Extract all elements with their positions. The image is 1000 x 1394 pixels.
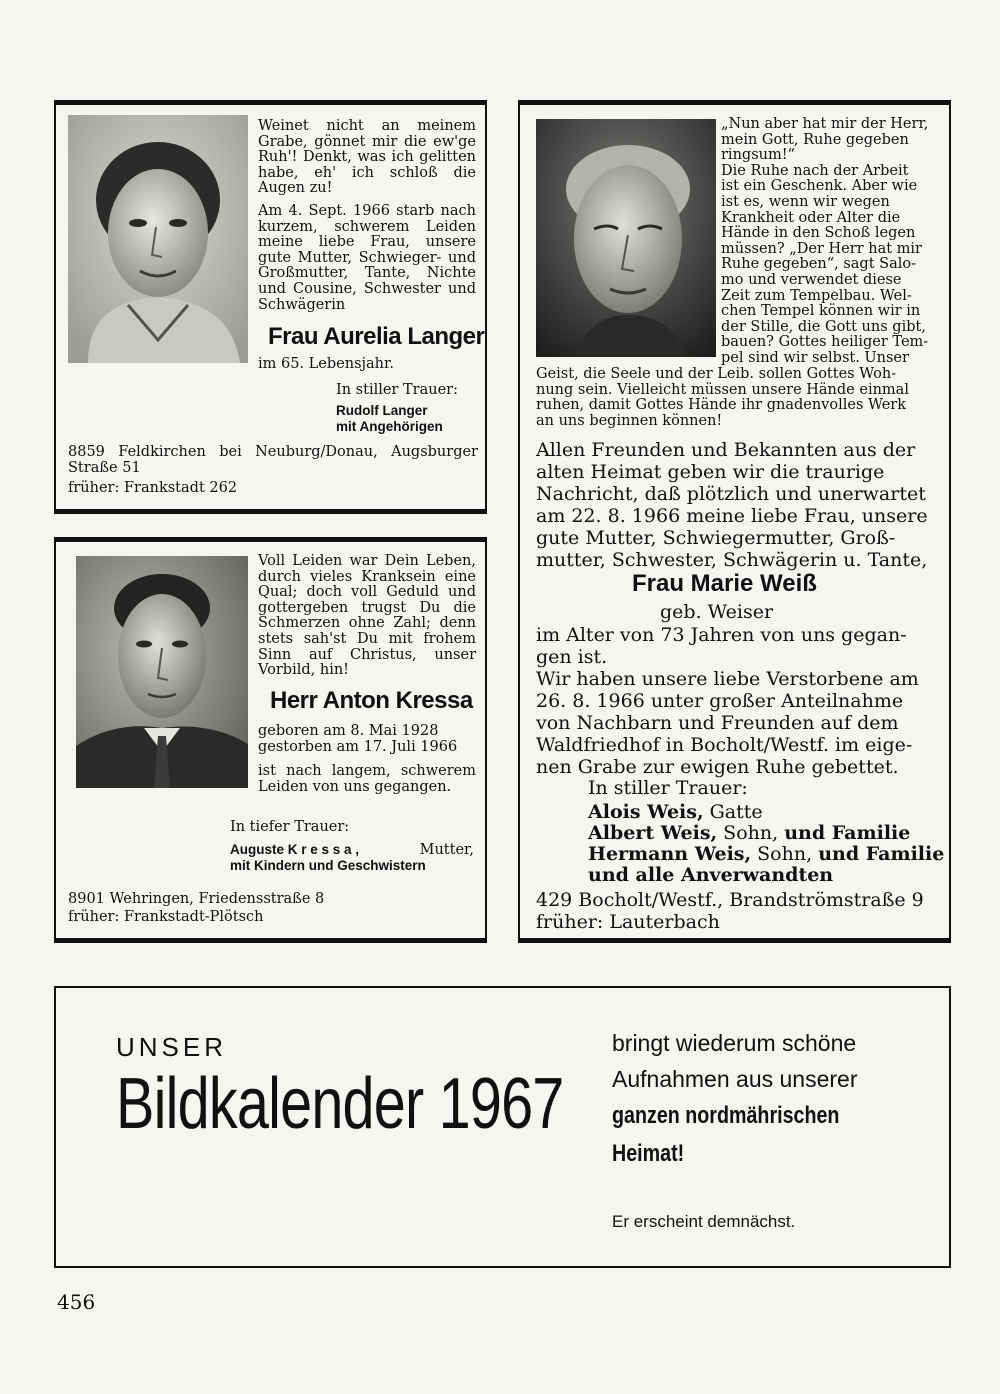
verse-line: an uns beginnen können! xyxy=(536,412,723,429)
address-text: 429 Bocholt/Westf., Brandströmstraße 9 xyxy=(536,889,924,911)
elderly-woman-portrait-icon xyxy=(536,119,716,357)
verse-text: Voll Leiden war Dein Leben, durch vieles Kranksein eine Qual; doch voll Geduld und gottergeben trugst Du die Schmerzen ohne Zahl; denn stets sah'st Du mit frohem Sinn auf Christus, unser Vorbild, hin! xyxy=(258,553,476,679)
text-line: nen Grabe zur ewigen Ruhe gebettet. xyxy=(536,756,899,778)
mourner-family: mit Angehörigen xyxy=(336,419,443,434)
age-text: im 65. Lebensjahr. xyxy=(258,356,394,372)
verse-line: nung sein. Vielleicht müssen unsere Hände einmal xyxy=(536,381,909,398)
text-line: Wir haben unsere liebe Verstorbene am xyxy=(536,668,919,690)
verse-line: „Nun aber hat mir der Herr, xyxy=(721,116,929,132)
mourner-line xyxy=(588,865,948,886)
verse-block-full xyxy=(536,367,940,429)
intro-line: mutter, Schwester, Schwägerin u. Tante, xyxy=(536,549,928,571)
intro-text xyxy=(536,439,946,571)
calendar-advertisement xyxy=(54,986,951,1268)
death-notice-text: ist nach langem, schwerem Leiden von uns gegangen. xyxy=(258,763,476,795)
verse-text: Weinet nicht an meinem Grabe, gönnet mir die ew'ge Ruh'! Denkt, was ich gelitten habe, eh' ich schloß die Augen zu! xyxy=(258,118,476,197)
mourner-family: und Familie xyxy=(784,822,911,844)
text-line: gen ist. xyxy=(536,646,608,668)
address-text: 8859 Feldkirchen bei Neuburg/Donau, Augsburger Straße 51 xyxy=(68,444,478,476)
verse-line: Die Ruhe nach der Arbeit xyxy=(721,162,909,179)
verse-line: mo und verwendet diese xyxy=(721,271,902,288)
mourning-label: In tiefer Trauer: xyxy=(230,819,350,835)
former-address: früher: Frankstadt 262 xyxy=(68,480,238,496)
verse-line: Ruhe gegeben“, sagt Salo- xyxy=(721,256,916,273)
text-line: im Alter von 73 Jahren von uns gegan- xyxy=(536,624,907,646)
death-notice-text: Am 4. Sept. 1966 starb nach kurzem, schwerem Leiden meine liebe Frau, unsere gute Mutter, Schwieger- und Großmutter, Tante, Nichte und Cousine, Schwester und Schwägerin xyxy=(258,203,476,313)
verse-line: ist es, wenn wir wegen xyxy=(721,193,890,210)
man-portrait-icon xyxy=(76,556,248,788)
verse-line: Krankheit oder Alter die xyxy=(721,209,901,226)
verse-block xyxy=(721,117,939,367)
mourning-label: In stiller Trauer: xyxy=(336,382,458,398)
ad-line-4: Heimat! xyxy=(612,1140,685,1167)
deceased-name: Frau Marie Weiß xyxy=(632,570,817,597)
former-address: früher: Frankstadt-Plötsch xyxy=(68,909,264,925)
mourner-line-1 xyxy=(230,842,476,858)
verse-line: ist ein Geschenk. Aber wie xyxy=(721,178,918,195)
page-number: 456 xyxy=(57,1290,96,1314)
ad-line-2: Aufnahmen aus unserer xyxy=(612,1066,858,1092)
intro-line: alten Heimat geben wir die traurige xyxy=(536,461,885,483)
mourner-relation: Sohn, xyxy=(751,843,819,865)
verse-line: pel sind wir selbst. Unser xyxy=(721,349,909,366)
mourner-line xyxy=(588,844,948,865)
portrait-photo-aurelia-langer xyxy=(68,115,248,363)
mourner-name: Alois Weis, xyxy=(588,801,704,823)
ad-line-1: bringt wiederum schöne xyxy=(612,1030,857,1056)
mourner-relation: Sohn, xyxy=(717,822,785,844)
mourner-relation: Mutter, xyxy=(419,842,474,858)
mourner-name: Auguste K r e s s a , xyxy=(230,842,360,857)
deceased-name: Herr Anton Kressa xyxy=(270,687,473,714)
mourner-name: Rudolf Langer xyxy=(336,403,428,418)
ad-title: Bildkalender 1967 xyxy=(116,1064,564,1144)
mourning-label: In stiller Trauer: xyxy=(588,777,748,799)
mourners-list xyxy=(588,802,948,886)
ad-line-3: ganzen nordmährischen xyxy=(612,1102,840,1129)
intro-line: Allen Freunden und Bekannten aus der xyxy=(536,439,916,461)
mourner-family: und Familie xyxy=(818,843,945,865)
mourner-name: Albert Weis, xyxy=(588,822,718,844)
deceased-name: Frau Aurelia Langer xyxy=(268,323,485,350)
birth-date: geboren am 8. Mai 1928 xyxy=(258,723,439,739)
obituary-anton-kressa xyxy=(54,537,487,943)
text-line: 26. 8. 1966 unter großer Anteilnahme xyxy=(536,690,904,712)
verse-line: bauen? Gottes heiliger Tem- xyxy=(721,334,929,351)
verse-line: Hände in den Schoß legen xyxy=(721,225,916,242)
verse-line: mein Gott, Ruhe gegeben xyxy=(721,131,909,148)
verse-line: müssen? „Der Herr hat mir xyxy=(721,240,922,257)
mourner-line xyxy=(588,802,948,823)
verse-line: ruhen, damit Gottes Hände ihr gnadenvolles Werk xyxy=(536,397,907,414)
maiden-name: geb. Weiser xyxy=(660,601,774,623)
mourner-family: mit Kindern und Geschwistern xyxy=(230,858,426,873)
mourner-name: und alle Anverwandten xyxy=(588,864,834,886)
address-text: 8901 Wehringen, Friedensstraße 8 xyxy=(68,891,325,907)
mourner-name: Hermann Weis, xyxy=(588,843,752,865)
former-address: früher: Lauterbach xyxy=(536,911,720,933)
death-notice-text xyxy=(536,624,946,778)
death-date: gestorben am 17. Juli 1966 xyxy=(258,739,458,755)
verse-line: ringsum!“ xyxy=(721,147,795,164)
woman-portrait-icon xyxy=(68,115,248,363)
intro-line: Nachricht, daß plötzlich und unerwartet xyxy=(536,483,926,505)
mourner-line xyxy=(588,823,948,844)
verse-line: chen Tempel können wir in xyxy=(721,303,921,320)
intro-line: gute Mutter, Schwiegermutter, Groß- xyxy=(536,527,896,549)
ad-kicker: UNSER xyxy=(116,1032,228,1062)
obituary-aurelia-langer xyxy=(54,100,487,514)
portrait-photo-anton-kressa xyxy=(76,556,248,788)
text-line: von Nachbarn und Freunden auf dem xyxy=(536,712,899,734)
intro-line: am 22. 8. 1966 meine liebe Frau, unsere xyxy=(536,505,928,527)
verse-line: der Stille, die Gott uns gibt, xyxy=(721,318,926,335)
text-line: Waldfriedhof in Bocholt/Westf. im eige- xyxy=(536,734,913,756)
verse-line: Geist, die Seele und der Leib. sollen Gottes Woh- xyxy=(536,366,897,382)
portrait-photo-marie-weiss xyxy=(536,119,716,357)
mourner-relation: Gatte xyxy=(703,801,763,823)
verse-line: Zeit zum Tempelbau. Wel- xyxy=(721,287,912,304)
ad-note: Er erscheint demnächst. xyxy=(612,1212,796,1231)
obituary-marie-weiss xyxy=(518,100,951,943)
